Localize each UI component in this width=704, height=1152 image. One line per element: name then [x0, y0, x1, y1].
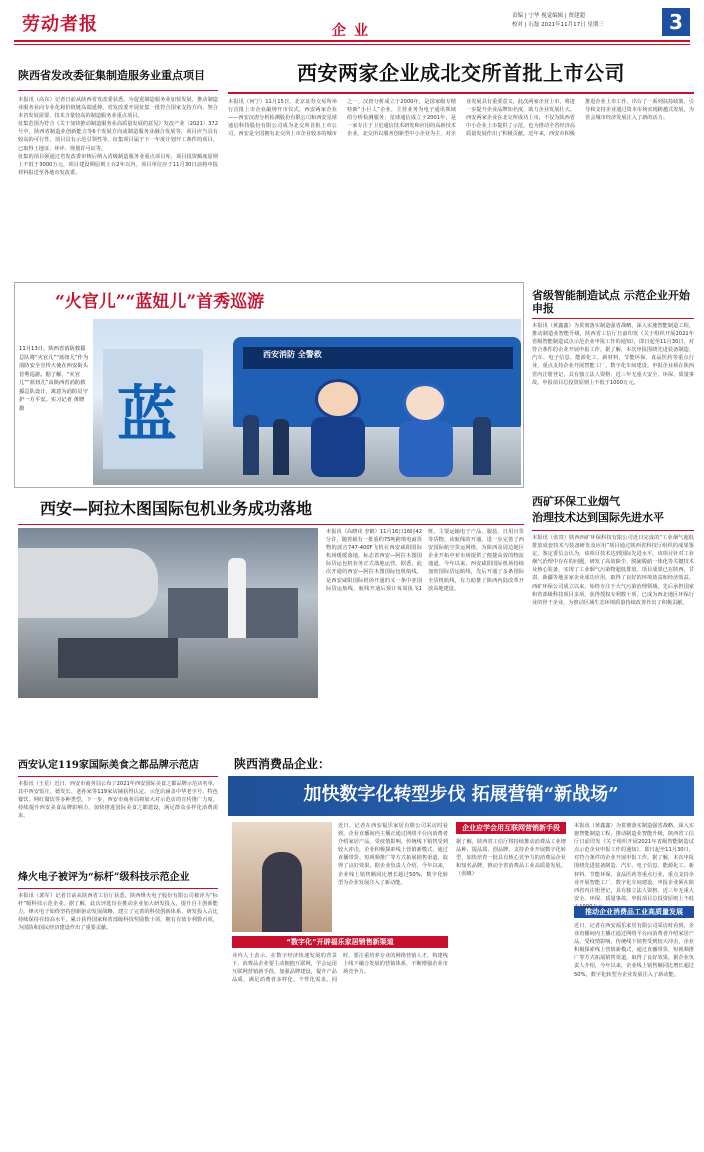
art9-body-2: 业内人士表示，在数字经济快速发展的背景下，消费品企业要主动拥抱互联网，学会运用互联网营销新手段，加强品牌建设，提升产品品质，满足消费者多样化、个性化需求。同时，要注重培养专业的网络营销人才，构建线上线下融合发展的营销体系，不断增强企业市场竞争力。: [232, 953, 448, 984]
bus-banner: 西安消防 全警救: [263, 350, 322, 359]
art9-body-3: 据了解，陕西省工信厅将持续推动消费品工业增品种、提品质、创品牌，支持企业开展数字化转型，加快培育一批具有核心竞争力的消费品企业和知名品牌，推动全省消费品工业高质量发展。（张曦）: [456, 839, 566, 878]
art9-subhead-1: “数字化”开辟福乐家居销售新渠道: [232, 936, 448, 948]
divider: [18, 524, 524, 525]
person: [473, 417, 491, 475]
main-headline: 西安两家企业成北交所首批上市公司: [297, 61, 625, 85]
art7-headline: 西安认定119家国际美食之都品牌示范店: [18, 760, 199, 771]
person: [273, 419, 289, 475]
art9-body-1: 近日，记者在西安福乐家居有限公司采访时看到，企业直播间内主播正通过网络平台向消费者介绍家居产品。受疫情影响，传统线下销售受到较大冲击，企业积极探索线上营销新模式，通过直播带货、短视频推广等方式拓展销售渠道，取得了良好效果。据企业负责人介绍，今年以来，企业线上销售额同比增长超过50%，数字化转型为企业发展注入了新动能。: [338, 823, 448, 886]
art3-caption: 11月13日，陕西省消防救援总队将“火官儿”“蓝妞儿”作为消防安全宣传大使在西安街头首秀巡游。据了解，“火官儿”“蓝妞儿”由陕西省消防救援总队设计，寓意为消防员守护一方平安。实习记者 黄晓 摄: [19, 346, 89, 412]
art8-headline: 烽火电子被评为“标杆”级科技示范企业: [18, 872, 190, 883]
art2-body: 本报讯（何宁）11月15日，北京证券交易所举行首批上市企业敲钟开市仪式，西安两家企业——西安汉唐分析检测股份有限公司和西安星球通信科技股份有限公司成为北交所首批上市公司。西安是全国拥有北交所上市企业较多的城市之一。汉唐分析成立于2000年，是国家级专精特新“小巨人”企业，主营业务为电子通讯领域的分析检测服务；星球通信成立于2001年，是一家专注于卫星通信技术研发和应用的高新技术企业。北交所以服务创新型中小企业为主，对企业发展具有重要意义。此次两家企业上市，将进一步提升企业品牌知名度，助力企业发展壮大。西安两家企业在北交所成功上市，不仅为陕西省中小企业上市提供了示范，也为推动全省经济高质量发展作出了积极贡献。近年来，西安市积极推进企业上市工作，出台了一系列扶持政策，引导和支持企业通过资本市场实现跨越式发展，为省会城市经济发展注入了新的活力。: [228, 99, 694, 138]
divider: [18, 90, 218, 91]
mascot-fireman: [303, 379, 373, 479]
art6-headline: 西安—阿拉木图国际包机业务成功落地: [40, 499, 313, 518]
art9-banner: [228, 776, 694, 816]
cargo-plane-photo: [18, 528, 318, 698]
section-title: 企业: [332, 23, 376, 39]
worker: [228, 558, 246, 638]
page-number: 3: [662, 8, 690, 36]
art8-body: 本报讯（郭军）记者日前从陕西省工信厅获悉，陕西烽火电子股份有限公司被评为“标杆”级科技示范企业。据了解，此次评选旨在推动企业加大研发投入，提升自主创新能力。烽火电子始终坚持创新驱动发展战略，建立了完善的科技创新体系，研发投入占比持续保持在较高水平，累计获得国家和省部级科技奖励数十项，拥有有效专利数百项，为国防和国民经济建设作出了重要贡献。: [18, 893, 218, 932]
art9-subhead-3: 推动企业消费品工业高质量发展: [574, 906, 694, 918]
divider: [18, 888, 218, 889]
masthead-rule: [14, 40, 690, 42]
art1-body: [18, 96, 218, 274]
masthead-meta: [512, 12, 672, 30]
livestream-photo: [232, 822, 332, 932]
mascot-girl: [393, 383, 459, 479]
art4-body: 本报讯（黄鑫鑫）为贯彻落实制造强省战略，深入实施智能制造工程，推动制造业智能升级，陕西省工信厅日前印发《关于组织开展2021年省级智能制造试点示范企业申报工作的通知》，即日起至11月30日，对符合条件的企业开展申报工作。据了解，本次申报围绕先进装备制造、汽车、电子信息、能源化工、新材料、节能环保、食品医药等重点行业，重点支持企业开展智能工厂、数字化车间建设。申报企业须在陕西省内注册登记，具有独立法人资格，近三年无重大安全、环保、质量事故。申报项目总投资原则上不低于1000万元。: [532, 323, 694, 386]
art1-para: 征集范围为符合《关于加快推动制造服务业高质量发展的意见》发改产业〔2021〕372号中，陕西省制造业创新能力等6个发展方向或制造服务业融合发展等，项目应当具有较高的可行性、项目具有示范引领性等。征集项目属于下一年度计划开工条件的项目，已取得土地证、环评、规划许可证等。: [18, 121, 218, 152]
art5-headline-1: 西矿环保工业烟气: [532, 495, 620, 508]
art9-subhead-2: 企业应学会用互联网营销新手段: [456, 822, 566, 834]
art5-body: 本报讯（张贵）陕西西矿环保科技有限公司近日完成的“工业烟气超低排放成套技术与装备研发及应用”项目通过陕西省科技厅组织的成果鉴定。鉴定委员会认为，该项目技术达到国际先进水平。该项目针对工业烟气治理中存在的问题，研发了高效除尘、脱硫脱硝一体化等关键技术及核心装备，实现了工业烟气污染物超低排放。项目成果已在陕西、甘肃、新疆等地多家企业成功应用，取得了良好的环境效益和经济效益。西矿环保公司成立以来，始终专注于大气污染治理领域，先后承担国家和省部级科技项目多项，获得授权专利数十项，已成为西北地区环保行业的骨干企业，为推动区域生态环境质量持续改善作出了积极贡献。: [532, 535, 694, 606]
aircraft-body: [18, 548, 158, 618]
art9-headline: 加快数字化转型步伐 拓展营销“新战场”: [303, 784, 619, 805]
art7-body: 本报讯（王星）近日，西安市商务局公布了2021年西安国际美食之都品牌示范店名单，其中西安饭庄、德发长、老孙家等119家店铺获得认定。示范店涵盖中华老字号、特色餐饮、网红餐饮等多种类型。下一步，西安市商务局将加大对示范店的宣传推广力度，持续提升西安美食品牌影响力，加快推进国际美食之都建设，满足群众多样化消费需求。: [18, 781, 218, 820]
divider: [532, 318, 694, 319]
art9-body-4: 近日，记者在西安福乐家居有限公司采访时看到，企业直播间内主播正通过网络平台向消费者介绍家居产品。受疫情影响，传统线下销售受到较大冲击，企业积极探索线上营销新模式，通过直播带货、短视频推广等方式拓展销售渠道，取得了良好效果。据企业负责人介绍，今年以来，企业线上销售额同比增长超过50%，数字化转型为企业发展注入了新动能。: [574, 923, 694, 978]
art1-headline: 陕西省发改委征集制造服务业重点项目: [18, 69, 205, 82]
date-line: 校对 | 石磊 2021年11月17日 星期三: [512, 22, 604, 28]
editor-line: 责编 | 宁华 视觉编辑 | 贾建超: [512, 13, 585, 19]
art6-body: 本报讯（高晓戎 李鹤）11月16日16时42分许，随着载有一批重约75吨跨境电商货物的波音747-400F飞机在西安咸阳国际机场缓缓落地，标志着西安—阿拉木图国际货运包机业务正式落地运营。据悉，此次开通的西安—阿拉木图国际包机航线，是西安咸阳国际机场开通的又一条中亚国际货运航线，航线开通后预计每周执飞1班，主要运输电子产品、服装、日用百货等货物。该航线的开通，进一步完善了西安国际航空货运网络，为陕西及周边地区企业开拓中亚市场提供了便捷高效的物流通道。今年以来，西安咸阳国际机场持续加密国际货运航线，先后开通了多条国际全货机航线，有力助推了陕西内陆改革开放高地建设。: [326, 529, 524, 592]
ground-vehicle: [58, 638, 178, 678]
divider: [18, 776, 218, 777]
divider: [532, 530, 694, 531]
masthead-rule-thin: [14, 44, 690, 45]
newspaper-logo: 劳动者报: [22, 14, 98, 35]
art1-para: 征集的项目须通过省发改委审核后纳入省级制造服务业重点项目库，项目投资额度原则上不低于3000万元，项目建设期原则上在2年以内。项目单位应于11月30日前将申报材料报送至各地市发改委。: [18, 153, 218, 176]
art3-block: [14, 282, 524, 488]
parade-photo: [93, 319, 521, 485]
art1-para: 本报讯（高东）记者日前从陕西省发改委获悉，为促进制造服务业加快发展，推动制造业服务业向专业化和价值链高端延伸，省发改委开展征集一批符合国家支持方向、契合本省发展需要、技术含量较高的制造服务业重点项目。: [18, 97, 218, 120]
masthead: [14, 4, 690, 38]
panel-glyph: 蓝: [117, 380, 177, 450]
divider: [228, 92, 694, 94]
art9-body-5: 本报讯（黄鑫鑫）为贯彻落实制造强省战略，深入实施智能制造工程，推动制造业智能升级，陕西省工信厅日前印发《关于组织开展2021年省级智能制造试点示范企业申报工作的通知》，即日起至11月30日，对符合条件的企业开展申报工作。据了解，本次申报围绕先进装备制造、汽车、电子信息、能源化工、新材料、节能环保、食品医药等重点行业，重点支持企业开展智能工厂、数字化车间建设。申报企业须在陕西省内注册登记，具有独立法人资格，近三年无重大安全、环保、质量事故。申报项目总投资原则上不低于1000万元。: [574, 823, 694, 910]
art5-headline-2: 治理技术达到国际先进水平: [532, 511, 664, 524]
art3-headline: “火官儿”“蓝妞儿”首秀巡游: [55, 292, 265, 312]
art4-headline: 省级智能制造试点 示范企业开始申报: [532, 289, 690, 315]
art9-kicker: 陕西消费品企业：: [234, 757, 331, 771]
presenter: [262, 852, 302, 932]
person: [243, 415, 259, 475]
